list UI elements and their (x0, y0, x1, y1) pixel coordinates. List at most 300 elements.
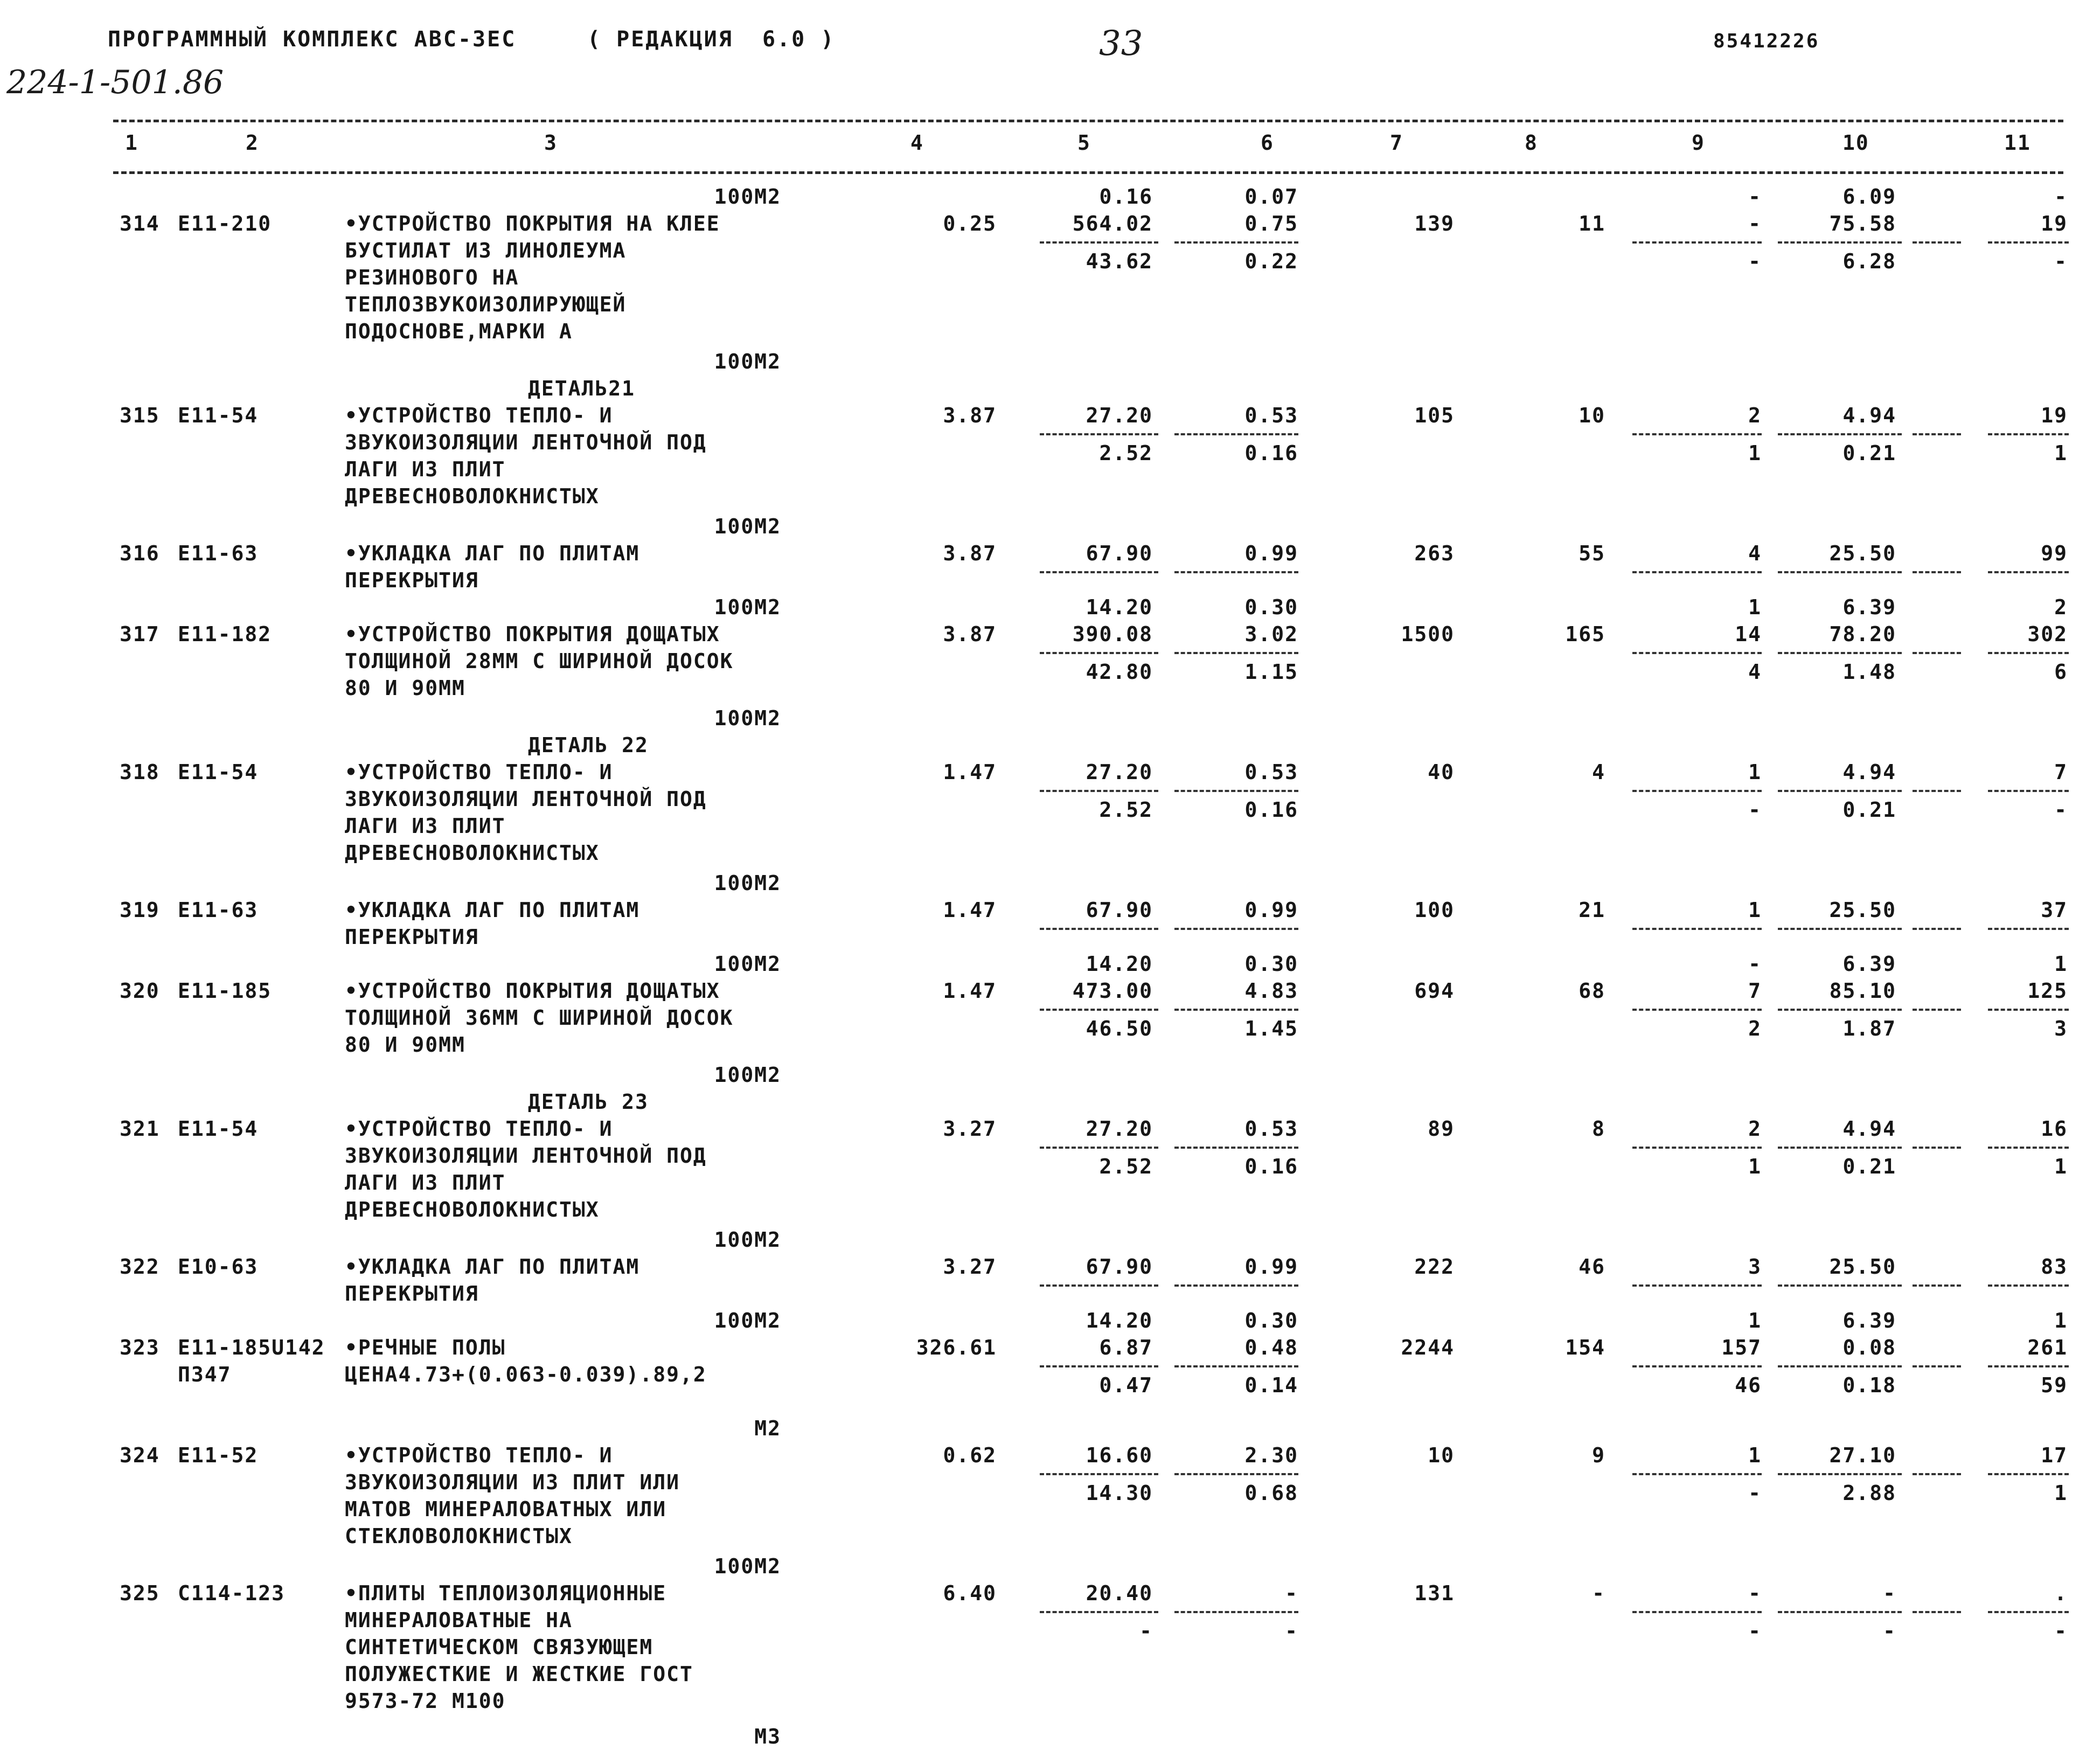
unit-label: 100М2 (714, 515, 781, 538)
norm-code: Е11-54 (178, 1117, 259, 1141)
cell-separator (1913, 928, 1961, 930)
work-description: 80 И 90ММ (345, 1033, 465, 1057)
table-cell-c5: 390.08 (1072, 622, 1153, 646)
work-description: •УСТРОЙСТВО ПОКРЫТИЯ ДОЩАТЫХ (345, 979, 720, 1003)
table-cell-c5: 67.90 (1086, 898, 1153, 922)
unit-label: 100М2 (714, 952, 781, 976)
cell-separator (1913, 1611, 1961, 1613)
cell-separator (1778, 1284, 1902, 1287)
work-description: СТЕКЛОВОЛОКНИСТЫХ (345, 1524, 573, 1548)
table-cell-c11-bottom: - (2054, 1619, 2068, 1643)
table-cell-c5-top: 14.20 (1086, 952, 1153, 976)
column-header-7: 7 (1390, 131, 1403, 155)
table-cell-c11-bottom: - (2054, 798, 2068, 822)
work-description: БУСТИЛАТ ИЗ ЛИНОЛЕУМА (345, 239, 627, 262)
table-cell-c11: 19 (2041, 212, 2068, 235)
table-cell-c11-bottom: 59 (2041, 1373, 2068, 1397)
column-header-1: 1 (125, 131, 138, 155)
table-cell-c9-top: 1 (1748, 595, 1762, 619)
cell-separator (1040, 790, 1158, 792)
table-cell-c9-bottom: 4 (1748, 660, 1762, 684)
unit-label: М2 (754, 1416, 781, 1440)
table-cell-c11: 83 (2041, 1255, 2068, 1279)
column-header-5: 5 (1077, 131, 1091, 155)
cell-separator (1174, 433, 1298, 435)
cell-separator (1913, 1147, 1961, 1149)
table-cell-c11: 37 (2041, 898, 2068, 922)
norm-code: Е11-182 (178, 622, 272, 646)
work-description: ЛАГИ ИЗ ПЛИТ (345, 1171, 506, 1195)
cell-separator (1913, 1473, 1961, 1475)
table-cell-c8: 8 (1592, 1117, 1605, 1141)
row-number: 320 (120, 979, 160, 1003)
work-description: •УСТРОЙСТВО ПОКРЫТИЯ НА КЛЕЕ (345, 212, 720, 235)
table-cell-c6: 0.99 (1244, 898, 1298, 922)
row-number: 325 (120, 1581, 160, 1605)
table-cell-c6-bottom: 0.16 (1244, 441, 1298, 465)
quantity: 1.47 (943, 979, 997, 1003)
table-cell-c10: 75.58 (1829, 212, 1896, 235)
cell-separator (1988, 1365, 2069, 1367)
table-cell-c11: . (2054, 1581, 2068, 1605)
table-cell-c11: 302 (2027, 622, 2068, 646)
row-number: 314 (120, 212, 160, 235)
cell-separator (1632, 790, 1762, 792)
row-number: 316 (120, 541, 160, 565)
column-header-8: 8 (1525, 131, 1538, 155)
table-cell-c10-top: 6.39 (1842, 1309, 1896, 1332)
work-description: МИНЕРАЛОВАТНЫЕ НА (345, 1608, 573, 1632)
table-cell-c11-bottom: 6 (2054, 660, 2068, 684)
table-cell-c9: 1 (1748, 760, 1762, 784)
table-cell-c9-bottom: - (1748, 1481, 1762, 1505)
cell-separator (1632, 1009, 1762, 1011)
table-cell-c10: 25.50 (1829, 541, 1896, 565)
unit-label: М3 (754, 1725, 781, 1748)
table-cell-c11-bottom: 3 (2054, 1017, 2068, 1040)
table-cell-c9-bottom: 1 (1748, 441, 1762, 465)
norm-code: Е11-54 (178, 760, 259, 784)
norm-code: Е11-63 (178, 898, 259, 922)
table-cell-c6-bottom: 0.22 (1244, 249, 1298, 273)
unit-label: 100М2 (714, 871, 781, 895)
table-cell-c7: 2244 (1401, 1336, 1455, 1359)
cell-separator (1778, 928, 1902, 930)
cell-separator (1778, 571, 1902, 573)
norm-code: Е11-210 (178, 212, 272, 235)
cell-separator (1174, 1147, 1298, 1149)
norm-code: Е10-63 (178, 1255, 259, 1279)
work-description: •УСТРОЙСТВО ПОКРЫТИЯ ДОЩАТЫХ (345, 622, 720, 646)
quantity: 3.87 (943, 622, 997, 646)
table-cell-c6: 0.99 (1244, 541, 1298, 565)
table-cell-c8: 165 (1565, 622, 1605, 646)
work-description: ПЕРЕКРЫТИЯ (345, 925, 479, 949)
row-number: 322 (120, 1255, 160, 1279)
table-cell-c5-top: 14.20 (1086, 1309, 1153, 1332)
work-description: ЗВУКОИЗОЛЯЦИИ ЛЕНТОЧНОЙ ПОД (345, 787, 707, 811)
cell-separator (1632, 1611, 1762, 1613)
table-cell-c10: 78.20 (1829, 622, 1896, 646)
unit-label: 100М2 (714, 706, 781, 730)
table-cell-c6-bottom: 0.68 (1244, 1481, 1298, 1505)
cell-separator (1040, 1473, 1158, 1475)
table-cell-c11-top: 1 (2054, 1309, 2068, 1332)
table-cell-c9: - (1748, 212, 1762, 235)
unit-label: 100М2 (714, 1228, 781, 1252)
edition-label: ( РЕДАКЦИЯ 6.0 ) (587, 27, 836, 52)
table-cell-c11: 261 (2027, 1336, 2068, 1359)
unit-label: 100М2 (714, 595, 781, 619)
table-cell-c6-top: 0.30 (1244, 595, 1298, 619)
column-header-11: 11 (2004, 131, 2031, 155)
row-number: 321 (120, 1117, 160, 1141)
cell-separator (1040, 1284, 1158, 1287)
table-cell-c10-top: 6.39 (1842, 595, 1896, 619)
table-cell-c10: 4.94 (1842, 1117, 1896, 1141)
work-description: •УКЛАДКА ЛАГ ПО ПЛИТАМ (345, 898, 640, 922)
table-cell-c11: 125 (2027, 979, 2068, 1003)
column-header-2: 2 (246, 131, 259, 155)
unit-label: 100М2 (714, 350, 781, 373)
table-cell-c5-top: 14.20 (1086, 595, 1153, 619)
table-cell-c9-bottom: 1 (1748, 1155, 1762, 1178)
cell-separator (1632, 652, 1762, 654)
table-cell-c9: 157 (1721, 1336, 1762, 1359)
table-cell-c10: 4.94 (1842, 760, 1896, 784)
cell-separator (1174, 652, 1298, 654)
unit-label: 100М2 (714, 1554, 781, 1578)
table-cell-c11-bottom: - (2054, 249, 2068, 273)
table-cell-c8: 46 (1579, 1255, 1605, 1279)
norm-code: С114-123 (178, 1581, 286, 1605)
cell-separator (1632, 1284, 1762, 1287)
work-description: •РЕЧНЫЕ ПОЛЫ (345, 1336, 506, 1359)
cell-separator (1988, 928, 2069, 930)
table-cell-c9: 3 (1748, 1255, 1762, 1279)
table-cell-c8: 4 (1592, 760, 1605, 784)
work-description: •УСТРОЙСТВО ТЕПЛО- И (345, 760, 613, 784)
table-cell-c9-bottom: - (1748, 249, 1762, 273)
quantity: 3.27 (943, 1117, 997, 1141)
cell-separator (1040, 1147, 1158, 1149)
quantity: 3.87 (943, 404, 997, 427)
table-cell-c10: 27.10 (1829, 1443, 1896, 1467)
cell-separator (1913, 571, 1961, 573)
header-rule-bottom (113, 171, 2063, 174)
work-description: ДРЕВЕСНОВОЛОКНИСТЫХ (345, 1198, 600, 1221)
unit-label: 100М2 (714, 185, 781, 209)
table-cell-c10: 85.10 (1829, 979, 1896, 1003)
table-cell-c5: 67.90 (1086, 541, 1153, 565)
work-description: ПЕРЕКРЫТИЯ (345, 1282, 479, 1305)
table-cell-c11: 16 (2041, 1117, 2068, 1141)
table-cell-c9-bottom: 2 (1748, 1017, 1762, 1040)
work-description: РЕЗИНОВОГО НА (345, 266, 519, 289)
cell-separator (1040, 652, 1158, 654)
work-description: ЛАГИ ИЗ ПЛИТ (345, 457, 506, 481)
quantity: 0.25 (943, 212, 997, 235)
work-description: •УКЛАДКА ЛАГ ПО ПЛИТАМ (345, 541, 640, 565)
table-cell-c9-bottom: - (1748, 798, 1762, 822)
work-description: ЛАГИ ИЗ ПЛИТ (345, 814, 506, 838)
table-cell-c6-bottom: 0.16 (1244, 798, 1298, 822)
cell-separator (1988, 433, 2069, 435)
table-cell-c6: 0.48 (1244, 1336, 1298, 1359)
cell-separator (1988, 571, 2069, 573)
column-header-3: 3 (544, 131, 558, 155)
table-cell-c6-bottom: 1.45 (1244, 1017, 1298, 1040)
table-cell-c7: 131 (1414, 1581, 1455, 1605)
table-cell-c6: 0.99 (1244, 1255, 1298, 1279)
table-cell-c9-bottom: - (1748, 1619, 1762, 1643)
section-heading: ДЕТАЛЬ 22 (528, 733, 649, 757)
work-description: ЗВУКОИЗОЛЯЦИИ ИЗ ПЛИТ ИЛИ (345, 1470, 680, 1494)
cell-separator (1913, 433, 1961, 435)
table-cell-c8: 68 (1579, 979, 1605, 1003)
work-description: МАТОВ МИНЕРАЛОВАТНЫХ ИЛИ (345, 1497, 667, 1521)
cell-separator (1040, 433, 1158, 435)
table-cell-c6-top: 0.30 (1244, 952, 1298, 976)
cell-separator (1632, 928, 1762, 930)
table-cell-c5: 27.20 (1086, 760, 1153, 784)
table-cell-c9-top: 1 (1748, 1309, 1762, 1332)
cell-separator (1174, 928, 1298, 930)
row-number: 323 (120, 1336, 160, 1359)
cell-separator (1988, 1611, 2069, 1613)
cell-separator (1778, 1365, 1902, 1367)
quantity: 326.61 (916, 1336, 997, 1359)
table-cell-c7: 694 (1414, 979, 1455, 1003)
table-cell-c8: 9 (1592, 1443, 1605, 1467)
column-header-9: 9 (1692, 131, 1705, 155)
work-description: ПОДОСНОВЕ,МАРКИ А (345, 320, 573, 343)
table-cell-c7: 105 (1414, 404, 1455, 427)
cell-separator (1988, 241, 2069, 244)
table-cell-c6-bottom: 0.16 (1244, 1155, 1298, 1178)
cell-separator (1632, 571, 1762, 573)
cell-separator (1040, 1009, 1158, 1011)
cell-separator (1778, 1147, 1902, 1149)
cell-separator (1913, 1365, 1961, 1367)
table-cell-c9: 1 (1748, 1443, 1762, 1467)
table-cell-c6: 0.53 (1244, 760, 1298, 784)
norm-code: Е11-54 (178, 404, 259, 427)
table-cell-c10-bottom: 0.21 (1842, 1155, 1896, 1178)
table-cell-c10-bottom: 1.87 (1842, 1017, 1896, 1040)
work-description: •УСТРОЙСТВО ТЕПЛО- И (345, 1117, 613, 1141)
cell-separator (1632, 1473, 1762, 1475)
table-cell-c9: 7 (1748, 979, 1762, 1003)
column-header-4: 4 (910, 131, 924, 155)
cell-separator (1778, 1611, 1902, 1613)
table-cell-c9-top: - (1748, 952, 1762, 976)
work-description: ЗВУКОИЗОЛЯЦИИ ЛЕНТОЧНОЙ ПОД (345, 1144, 707, 1168)
table-cell-c5: 6.87 (1099, 1336, 1153, 1359)
work-description: •УСТРОЙСТВО ТЕПЛО- И (345, 404, 613, 427)
row-number: 324 (120, 1443, 160, 1467)
cell-separator (1778, 1009, 1902, 1011)
table-cell-c10-bottom: 0.21 (1842, 441, 1896, 465)
table-cell-c8: 21 (1579, 898, 1605, 922)
table-cell-c11-top: - (2054, 185, 2068, 209)
cell-separator (1778, 790, 1902, 792)
table-cell-c5: 20.40 (1086, 1581, 1153, 1605)
norm-code: Е11-52 (178, 1443, 259, 1467)
work-description: •ПЛИТЫ ТЕПЛОИЗОЛЯЦИОННЫЕ (345, 1581, 667, 1605)
column-header-6: 6 (1261, 131, 1274, 155)
table-cell-c5: 27.20 (1086, 404, 1153, 427)
cell-separator (1778, 1473, 1902, 1475)
program-title: ПРОГРАММНЫЙ КОМПЛЕКС АВС-3ЕС (108, 27, 517, 52)
table-cell-c5-bottom: 2.52 (1099, 798, 1153, 822)
table-cell-c10: 25.50 (1829, 1255, 1896, 1279)
work-description: ЦЕНА4.73+(0.063-0.039).89,2 (345, 1363, 707, 1386)
row-number: 319 (120, 898, 160, 922)
table-cell-c9: - (1748, 1581, 1762, 1605)
table-cell-c6-bottom: - (1285, 1619, 1298, 1643)
table-cell-c5-bottom: 0.47 (1099, 1373, 1153, 1397)
cell-separator (1913, 790, 1961, 792)
cell-separator (1778, 241, 1902, 244)
work-description: ПОЛУЖЕСТКИЕ И ЖЕСТКИЕ ГОСТ (345, 1662, 693, 1686)
cell-separator (1988, 790, 2069, 792)
table-cell-c7: 10 (1428, 1443, 1455, 1467)
page-number: 33 (1099, 24, 1143, 64)
table-cell-c7: 40 (1428, 760, 1455, 784)
quantity: 1.47 (943, 760, 997, 784)
table-cell-c11: 19 (2041, 404, 2068, 427)
table-cell-c5-bottom: 46.50 (1086, 1017, 1153, 1040)
cell-separator (1174, 1365, 1298, 1367)
row-number: 318 (120, 760, 160, 784)
table-cell-c5-top: 0.16 (1099, 185, 1153, 209)
cell-separator (1174, 1473, 1298, 1475)
table-cell-c7: 100 (1414, 898, 1455, 922)
unit-label: 100М2 (714, 1309, 781, 1332)
cell-separator (1632, 1365, 1762, 1367)
work-description: •УКЛАДКА ЛАГ ПО ПЛИТАМ (345, 1255, 640, 1279)
table-cell-c5-bottom: 2.52 (1099, 441, 1153, 465)
section-heading: ДЕТАЛЬ21 (528, 377, 636, 400)
cell-separator (1988, 1473, 2069, 1475)
table-cell-c11-bottom: 1 (2054, 1481, 2068, 1505)
table-cell-c10: - (1883, 1581, 1896, 1605)
table-cell-c6: 2.30 (1244, 1443, 1298, 1467)
table-cell-c8: - (1592, 1581, 1605, 1605)
table-cell-c8: 55 (1579, 541, 1605, 565)
row-number: 315 (120, 404, 160, 427)
section-heading: ДЕТАЛЬ 23 (528, 1090, 649, 1114)
table-cell-c9: 14 (1735, 622, 1762, 646)
cell-separator (1913, 1284, 1961, 1287)
table-cell-c11: 99 (2041, 541, 2068, 565)
cell-separator (1778, 433, 1902, 435)
cell-separator (1040, 241, 1158, 244)
quantity: 3.87 (943, 541, 997, 565)
table-cell-c11-top: 1 (2054, 952, 2068, 976)
table-cell-c9: 2 (1748, 404, 1762, 427)
norm-code: Е11-63 (178, 541, 259, 565)
work-description: 9573-72 М100 (345, 1689, 506, 1713)
cell-separator (1632, 433, 1762, 435)
cell-separator (1913, 241, 1961, 244)
work-description: 80 И 90ММ (345, 676, 465, 700)
norm-code: Е11-185U142 (178, 1336, 325, 1359)
cell-separator (1174, 1009, 1298, 1011)
cell-separator (1913, 1009, 1961, 1011)
quantity: 0.62 (943, 1443, 997, 1467)
table-cell-c6-top: 0.30 (1244, 1309, 1298, 1332)
cell-separator (1174, 1284, 1298, 1287)
table-cell-c7: 139 (1414, 212, 1455, 235)
table-cell-c11-bottom: 1 (2054, 1155, 2068, 1178)
table-cell-c8: 10 (1579, 404, 1605, 427)
table-cell-c10-bottom: 6.28 (1842, 249, 1896, 273)
document-code: 85412226 (1713, 30, 1820, 52)
cell-separator (1174, 241, 1298, 244)
table-cell-c6: 0.53 (1244, 1117, 1298, 1141)
table-cell-c5-bottom: 14.30 (1086, 1481, 1153, 1505)
cell-separator (1040, 928, 1158, 930)
table-cell-c11-top: 2 (2054, 595, 2068, 619)
table-cell-c6: 4.83 (1244, 979, 1298, 1003)
table-cell-c5: 473.00 (1072, 979, 1153, 1003)
table-cell-c6: 3.02 (1244, 622, 1298, 646)
table-cell-c7: 263 (1414, 541, 1455, 565)
table-cell-c10: 0.08 (1842, 1336, 1896, 1359)
table-cell-c5-bottom: 43.62 (1086, 249, 1153, 273)
table-cell-c7: 1500 (1401, 622, 1455, 646)
cell-separator (1632, 1147, 1762, 1149)
table-cell-c6-bottom: 1.15 (1244, 660, 1298, 684)
table-cell-c10-top: 6.39 (1842, 952, 1896, 976)
column-header-10: 10 (1842, 131, 1869, 155)
table-cell-c11-bottom: 1 (2054, 441, 2068, 465)
table-cell-c10: 4.94 (1842, 404, 1896, 427)
table-cell-c10-top: 6.09 (1842, 185, 1896, 209)
table-cell-c5-bottom: 2.52 (1099, 1155, 1153, 1178)
table-cell-c9-top: - (1748, 185, 1762, 209)
work-description: ДРЕВЕСНОВОЛОКНИСТЫХ (345, 841, 600, 865)
table-cell-c7: 222 (1414, 1255, 1455, 1279)
table-cell-c6-bottom: 0.14 (1244, 1373, 1298, 1397)
table-cell-c10-bottom: 0.21 (1842, 798, 1896, 822)
handwritten-reference: 224-1-501.86 (6, 64, 224, 101)
table-cell-c10-bottom: - (1883, 1619, 1896, 1643)
work-description: •УСТРОЙСТВО ТЕПЛО- И (345, 1443, 613, 1467)
table-cell-c8: 11 (1579, 212, 1605, 235)
table-cell-c5: 16.60 (1086, 1443, 1153, 1467)
unit-label: 100М2 (714, 1063, 781, 1087)
table-cell-c6-top: 0.07 (1244, 185, 1298, 209)
work-description: СИНТЕТИЧЕСКОМ СВЯЗУЮЩЕМ (345, 1635, 653, 1659)
quantity: 1.47 (943, 898, 997, 922)
cell-separator (1040, 571, 1158, 573)
table-cell-c5: 67.90 (1086, 1255, 1153, 1279)
table-cell-c11: 7 (2054, 760, 2068, 784)
header-rule-top (113, 120, 2063, 122)
cell-separator (1988, 1147, 2069, 1149)
table-cell-c5-bottom: - (1139, 1619, 1153, 1643)
cell-separator (1988, 1284, 2069, 1287)
table-cell-c10: 25.50 (1829, 898, 1896, 922)
table-cell-c9: 1 (1748, 898, 1762, 922)
table-cell-c10-bottom: 1.48 (1842, 660, 1896, 684)
table-cell-c6: 0.53 (1244, 404, 1298, 427)
cell-separator (1778, 652, 1902, 654)
row-number: 317 (120, 622, 160, 646)
